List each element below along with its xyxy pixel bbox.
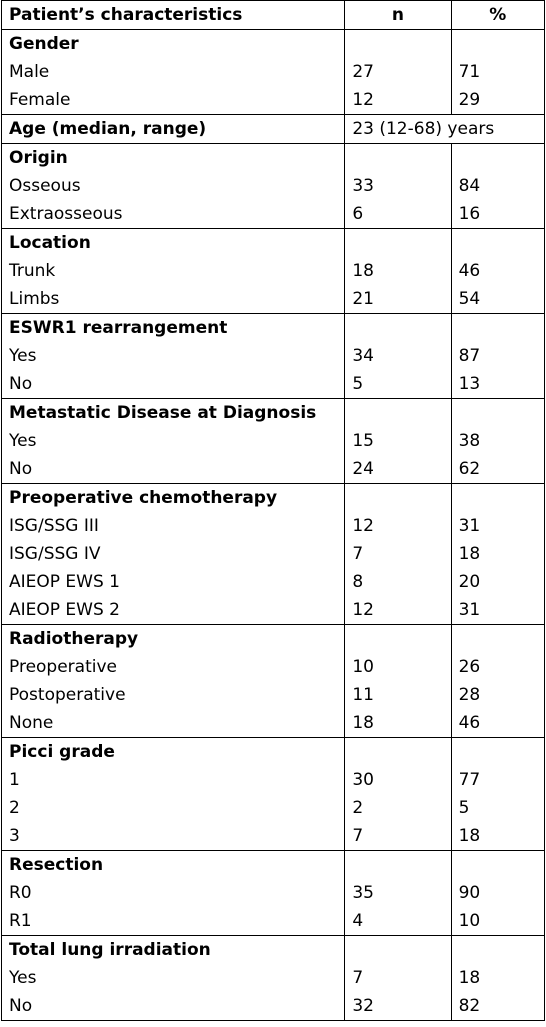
age-row (2, 115, 545, 144)
row-n: 5 (345, 370, 451, 399)
row-n: 15 (345, 427, 451, 455)
row-percent: 87 (451, 342, 544, 370)
section-title-row (2, 625, 545, 654)
empty-cell (345, 229, 451, 258)
row-percent: 13 (451, 370, 544, 399)
row-label: R0 (2, 879, 345, 907)
empty-cell (345, 399, 451, 428)
row-percent: 28 (451, 681, 544, 709)
row-n: 34 (345, 342, 451, 370)
empty-cell (451, 936, 544, 965)
table-row (2, 964, 545, 992)
section-title-row (2, 936, 545, 965)
section-title-row (2, 144, 545, 173)
table-row (2, 822, 545, 851)
row-label: Yes (2, 427, 345, 455)
empty-cell (345, 30, 451, 59)
row-n: 33 (345, 172, 451, 200)
table-row (2, 370, 545, 399)
row-label: Yes (2, 964, 345, 992)
table-row (2, 794, 545, 822)
section-title-row (2, 314, 545, 343)
table-row (2, 992, 545, 1021)
empty-cell (345, 851, 451, 880)
row-label: Osseous (2, 172, 345, 200)
header-percent: % (451, 1, 544, 30)
row-n: 24 (345, 455, 451, 484)
table-row (2, 172, 545, 200)
row-label: Trunk (2, 257, 345, 285)
table-row (2, 200, 545, 229)
row-label: Yes (2, 342, 345, 370)
row-n: 21 (345, 285, 451, 314)
section-title-row (2, 30, 545, 59)
row-percent: 31 (451, 512, 544, 540)
empty-cell (451, 314, 544, 343)
row-n: 11 (345, 681, 451, 709)
empty-cell (451, 625, 544, 654)
row-n: 30 (345, 766, 451, 794)
row-percent: 71 (451, 58, 544, 86)
row-n: 12 (345, 596, 451, 625)
section-title-row (2, 851, 545, 880)
table-body (2, 1, 545, 1021)
row-label: 2 (2, 794, 345, 822)
patient-characteristics-table (1, 0, 545, 1021)
empty-cell (345, 484, 451, 513)
row-n: 8 (345, 568, 451, 596)
row-label: No (2, 455, 345, 484)
row-n: 12 (345, 86, 451, 115)
section-title: Total lung irradiation (2, 936, 345, 965)
row-n: 18 (345, 709, 451, 738)
row-percent: 20 (451, 568, 544, 596)
table-header-row (2, 1, 545, 30)
row-n: 4 (345, 907, 451, 936)
row-n: 27 (345, 58, 451, 86)
empty-cell (345, 738, 451, 767)
section-title: Gender (2, 30, 345, 59)
row-percent: 5 (451, 794, 544, 822)
row-percent: 54 (451, 285, 544, 314)
row-percent: 26 (451, 653, 544, 681)
row-percent: 18 (451, 822, 544, 851)
empty-cell (451, 399, 544, 428)
header-n: n (345, 1, 451, 30)
row-label: 1 (2, 766, 345, 794)
row-percent: 84 (451, 172, 544, 200)
table-row (2, 257, 545, 285)
row-label: AIEOP EWS 2 (2, 596, 345, 625)
empty-cell (451, 851, 544, 880)
table-row (2, 427, 545, 455)
row-percent: 31 (451, 596, 544, 625)
row-n: 6 (345, 200, 451, 229)
empty-cell (451, 229, 544, 258)
row-label: AIEOP EWS 1 (2, 568, 345, 596)
row-label: Preoperative (2, 653, 345, 681)
row-percent: 38 (451, 427, 544, 455)
row-percent: 46 (451, 709, 544, 738)
section-title: Metastatic Disease at Diagnosis (2, 399, 345, 428)
table-row (2, 58, 545, 86)
row-n: 12 (345, 512, 451, 540)
row-percent: 18 (451, 964, 544, 992)
table-row (2, 681, 545, 709)
age-value: 23 (12-68) years (345, 115, 545, 144)
table-row (2, 907, 545, 936)
row-n: 7 (345, 822, 451, 851)
row-n: 7 (345, 540, 451, 568)
row-label: ISG/SSG III (2, 512, 345, 540)
row-label: R1 (2, 907, 345, 936)
table-row (2, 285, 545, 314)
row-label: Female (2, 86, 345, 115)
row-label: None (2, 709, 345, 738)
row-n: 2 (345, 794, 451, 822)
table-row (2, 86, 545, 115)
row-percent: 77 (451, 766, 544, 794)
row-n: 32 (345, 992, 451, 1021)
row-label: 3 (2, 822, 345, 851)
table-row (2, 709, 545, 738)
row-percent: 82 (451, 992, 544, 1021)
row-n: 10 (345, 653, 451, 681)
row-label: No (2, 992, 345, 1021)
row-label: Extraosseous (2, 200, 345, 229)
row-label: No (2, 370, 345, 399)
section-title-row (2, 484, 545, 513)
row-percent: 90 (451, 879, 544, 907)
table-row (2, 512, 545, 540)
section-title: Radiotherapy (2, 625, 345, 654)
empty-cell (345, 144, 451, 173)
row-label: Male (2, 58, 345, 86)
table-row (2, 568, 545, 596)
table-row (2, 766, 545, 794)
table-row (2, 596, 545, 625)
row-percent: 10 (451, 907, 544, 936)
empty-cell (451, 30, 544, 59)
age-label: Age (median, range) (2, 115, 345, 144)
section-title: Preoperative chemotherapy (2, 484, 345, 513)
table-row (2, 455, 545, 484)
section-title-row (2, 738, 545, 767)
section-title-row (2, 229, 545, 258)
row-label: Postoperative (2, 681, 345, 709)
section-title: Picci grade (2, 738, 345, 767)
empty-cell (451, 144, 544, 173)
row-n: 35 (345, 879, 451, 907)
empty-cell (345, 936, 451, 965)
row-label: Limbs (2, 285, 345, 314)
row-n: 18 (345, 257, 451, 285)
section-title: Location (2, 229, 345, 258)
row-percent: 62 (451, 455, 544, 484)
empty-cell (451, 484, 544, 513)
row-percent: 46 (451, 257, 544, 285)
section-title-row (2, 399, 545, 428)
empty-cell (451, 738, 544, 767)
section-title: Origin (2, 144, 345, 173)
table-row (2, 342, 545, 370)
empty-cell (345, 314, 451, 343)
table-row (2, 879, 545, 907)
section-title: Resection (2, 851, 345, 880)
row-percent: 16 (451, 200, 544, 229)
row-percent: 29 (451, 86, 544, 115)
row-percent: 18 (451, 540, 544, 568)
section-title: ESWR1 rearrangement (2, 314, 345, 343)
table-row (2, 540, 545, 568)
row-label: ISG/SSG IV (2, 540, 345, 568)
empty-cell (345, 625, 451, 654)
table-row (2, 653, 545, 681)
header-characteristics: Patient’s characteristics (2, 1, 345, 30)
row-n: 7 (345, 964, 451, 992)
